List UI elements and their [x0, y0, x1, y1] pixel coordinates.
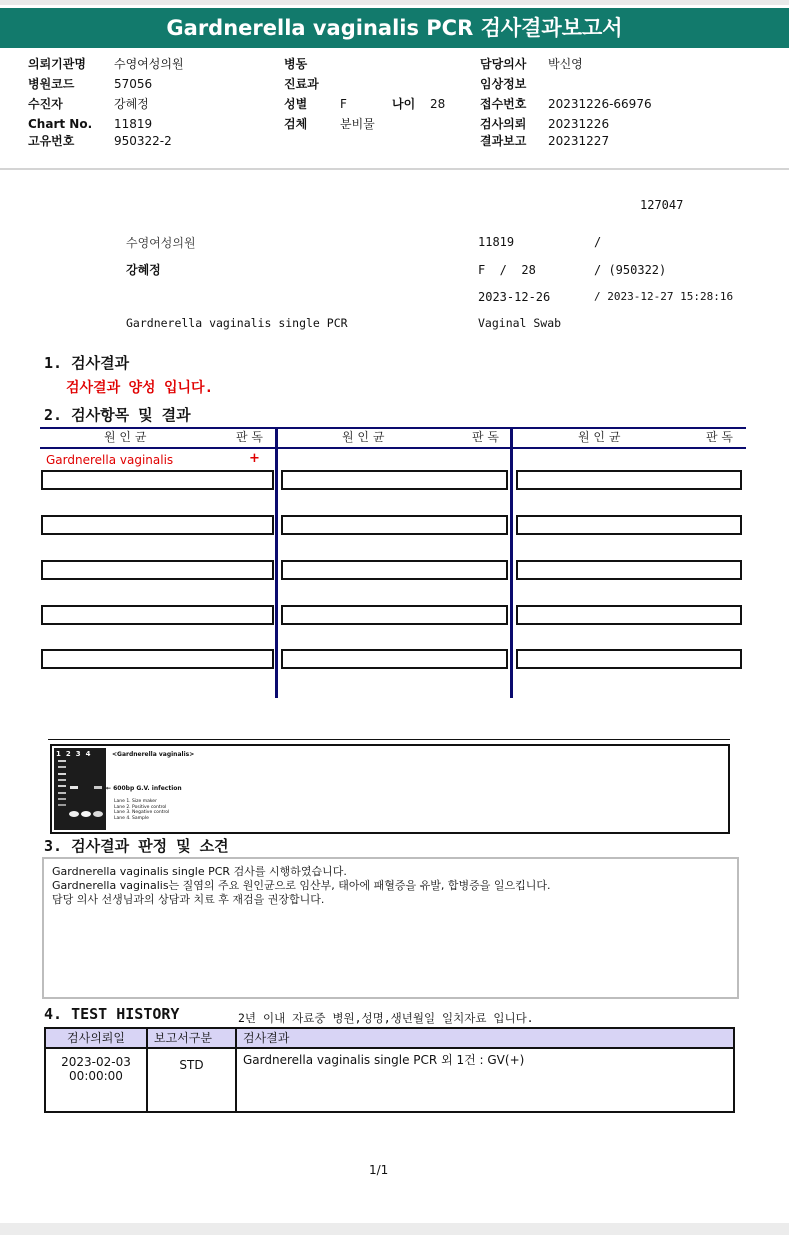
gel-band-text: 600bp G.V. infection	[113, 785, 182, 792]
value-hospital-code: 57056	[114, 77, 153, 91]
result-cell	[516, 560, 742, 580]
history-header-result: 검사결과	[236, 1028, 734, 1048]
history-date-cell	[45, 1048, 147, 1112]
label-clinic: 의뢰기관명	[28, 57, 86, 71]
col-head-judgement-2: 판 독	[472, 430, 499, 444]
col-head-judgement-3: 판 독	[706, 430, 733, 444]
gel-legend-item: Lane 4. Sample	[114, 815, 149, 821]
report-title: Gardnerella vaginalis PCR 검사결과보고서	[0, 8, 789, 48]
result-text: 검사결과 양성 입니다.	[66, 380, 214, 396]
result-cell	[516, 470, 742, 490]
header-col3	[480, 57, 652, 149]
value-sex: F	[340, 97, 347, 111]
gel-lane-number: 1	[56, 750, 61, 758]
result-cell	[281, 649, 508, 669]
col-head-judgement-1: 판 독	[236, 430, 263, 444]
gel-legend-item: Lane 1. Size maker	[114, 799, 157, 804]
history-date: 2023-02-03	[61, 1055, 131, 1069]
value-chart-no: 11819	[114, 117, 153, 131]
result-cell	[41, 649, 274, 669]
page-number: 1/1	[369, 1163, 389, 1177]
summary-request-date: 2023-12-26	[478, 290, 551, 304]
comment-line: 담당 의사 선생님과의 상담과 치료 후 재검을 권장합니다.	[52, 893, 325, 906]
label-department: 진료과	[284, 77, 319, 91]
result-cell	[516, 605, 742, 625]
value-receipt-no: 20231226-66976	[548, 97, 652, 111]
gel-lane-number: 4	[85, 750, 91, 758]
label-specimen: 검체	[284, 117, 308, 131]
result-cell	[41, 605, 274, 625]
value-request-date: 20231226	[548, 117, 610, 131]
summary-sex-age: F / 28	[478, 263, 536, 277]
summary-code: 127047	[640, 198, 684, 212]
history-header-type: 보고서구분	[147, 1028, 236, 1048]
col-head-pathogen-2: 원 인 균	[342, 430, 385, 444]
result-cell	[281, 605, 508, 625]
summary-birth: / (950322)	[594, 263, 667, 277]
pathogen-result: +	[249, 451, 260, 466]
gel-lane-number: 2	[65, 750, 71, 758]
gel-legend-item: Lane 2. Positive control	[114, 804, 167, 810]
result-cell	[41, 470, 274, 490]
gel-bands	[54, 748, 106, 830]
label-report-date: 결과보고	[480, 134, 527, 148]
comment-box	[42, 857, 739, 999]
pathogen-name: Gardnerella vaginalis	[46, 453, 174, 467]
section2-heading: 2. 검사항목 및 결과	[44, 406, 191, 424]
summary-report-datetime: / 2023-12-27 15:28:16	[594, 290, 734, 303]
gel-lane-numbers	[56, 750, 91, 758]
gel-image	[54, 748, 106, 830]
label-doctor: 담당의사	[480, 57, 527, 71]
value-clinic: 수영여성의원	[114, 57, 184, 71]
result-cell	[281, 560, 508, 580]
value-report-date: 20231227	[548, 134, 610, 148]
summary-clinic: 수영여성의원	[126, 236, 196, 250]
summary-patient: 강혜정	[126, 263, 161, 277]
header-divider	[0, 168, 789, 170]
history-result: Gardnerella vaginalis single PCR 외 1건 : GV(+)	[236, 1048, 734, 1112]
top-strip	[0, 0, 789, 5]
column-divider-1	[275, 427, 278, 698]
bottom-strip	[0, 1223, 789, 1235]
label-clinical-info: 임상정보	[480, 77, 527, 91]
summary-chart: 11819	[478, 235, 515, 249]
summary-test-name: Gardnerella vaginalis single PCR	[126, 316, 348, 330]
summary-specimen: Vaginal Swab	[478, 316, 562, 330]
gel-caption: <Gardnerella vaginalis>	[112, 751, 195, 758]
gel-top-rule	[48, 739, 730, 740]
value-age: 28	[430, 97, 446, 111]
comment-line: Gardnerella vaginalis는 질염의 주요 원인균으로 임산부, 태아에 패혈증을 유발, 합병증을 일으킵니다.	[52, 879, 551, 892]
gel-legend	[114, 799, 169, 821]
result-cell	[516, 649, 742, 669]
label-request-date: 검사의뢰	[480, 117, 527, 131]
label-hospital-code: 병원코드	[28, 77, 75, 91]
col-head-pathogen-1: 원 인 균	[104, 430, 147, 444]
gel-lane-number: 3	[75, 750, 81, 758]
header-col2	[284, 57, 445, 132]
history-time: 00:00:00	[69, 1069, 123, 1083]
summary-slash: /	[594, 235, 602, 249]
col-head-pathogen-3: 원 인 균	[578, 430, 621, 444]
label-sex: 성별	[284, 97, 308, 111]
section3-heading: 3. 검사결과 판정 및 소견	[44, 837, 229, 855]
result-cell	[281, 470, 508, 490]
history-header-row	[45, 1028, 734, 1048]
history-header-date: 검사의뢰일	[45, 1028, 147, 1048]
label-unique-no: 고유번호	[28, 134, 75, 148]
comment-line: Gardnerella vaginalis single PCR 검사를 시행하였습니다.	[52, 865, 347, 878]
column-divider-2	[510, 427, 513, 698]
result-cell	[41, 515, 274, 535]
value-unique-no: 950322-2	[114, 134, 172, 148]
label-receipt-no: 접수번호	[480, 97, 527, 111]
value-doctor: 박신영	[548, 57, 583, 71]
result-cell	[41, 560, 274, 580]
history-table	[44, 1027, 735, 1113]
section4-heading: 4. TEST HISTORY	[44, 1005, 180, 1023]
value-patient: 강혜정	[114, 97, 149, 111]
header-col1	[28, 57, 184, 149]
table-row	[45, 1048, 734, 1112]
history-table-wrapper	[44, 1027, 735, 1113]
label-chart-no: Chart No.	[28, 117, 93, 131]
label-ward: 병동	[284, 57, 308, 71]
history-type: STD	[147, 1048, 236, 1112]
gel-band-label: ← 600bp G.V. infection	[106, 785, 182, 792]
label-age: 나이	[392, 97, 416, 111]
section1-heading: 1. 검사결과	[44, 354, 130, 372]
value-specimen: 분비물	[340, 117, 375, 131]
result-cell	[281, 515, 508, 535]
gel-legend-item: Lane 3. Negative control	[114, 810, 170, 815]
history-note: 2년 이내 자료중 병원,성명,생년월일 일치자료 입니다.	[238, 1011, 534, 1025]
result-cell	[516, 515, 742, 535]
label-patient: 수진자	[28, 97, 63, 111]
